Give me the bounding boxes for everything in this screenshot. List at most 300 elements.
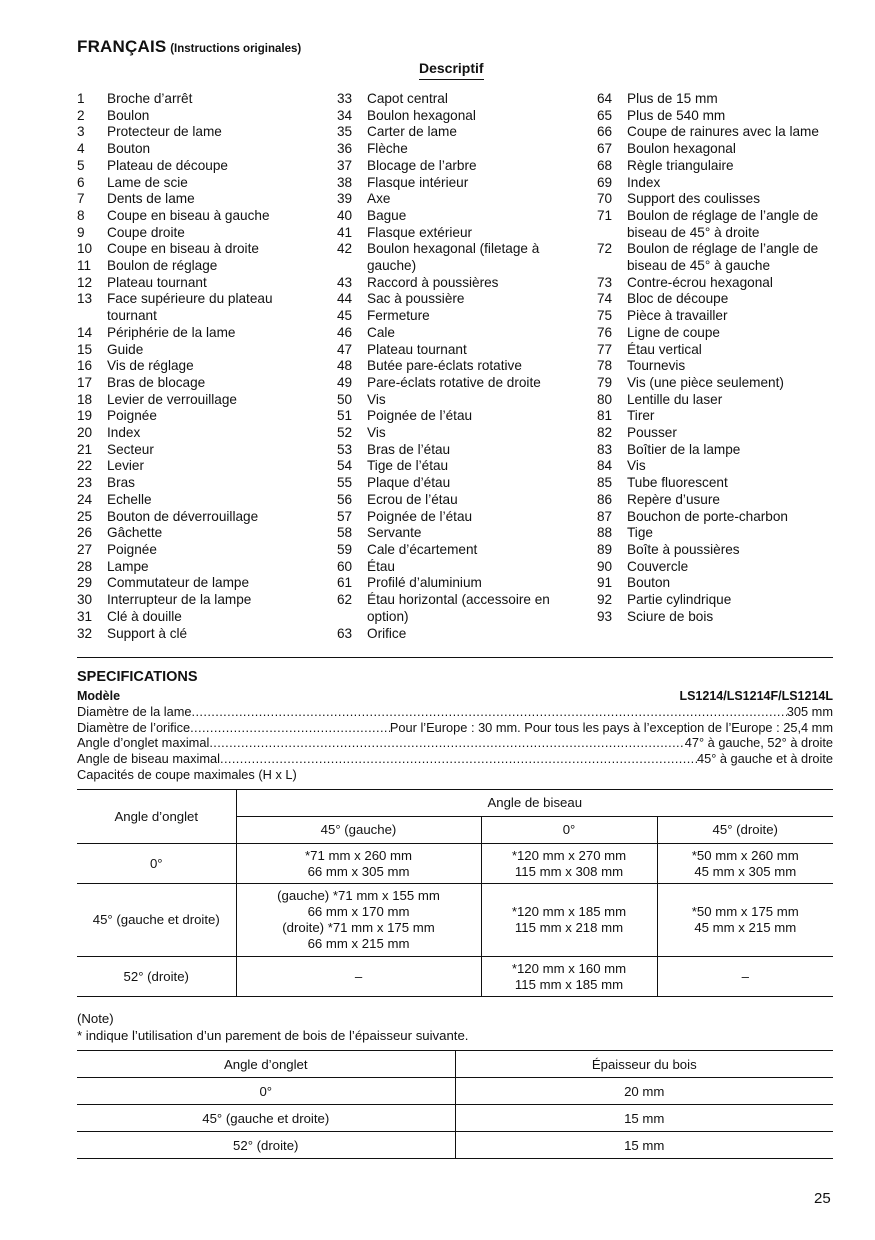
part-item [77,525,312,542]
part-item [337,525,562,542]
part-item [337,575,562,592]
part-number: 20 [77,425,93,441]
capacity-value: 45 mm x 215 mm [694,920,797,935]
part-number: 76 [597,324,613,340]
part-name: Plus de 15 mm [627,91,718,106]
part-item [337,492,562,509]
capacity-value: 66 mm x 215 mm [307,936,410,951]
capacity-cell [481,884,657,957]
part-item [77,592,312,609]
part-name: Coupe de rainures avec la lame [627,124,819,140]
part-name: Boulon de réglage de l’angle de biseau de 45° à droite [627,207,819,240]
part-number: 90 [597,558,613,574]
part-name: Levier de verrouillage [107,391,237,407]
part-item [77,358,312,375]
part-name: Partie cylindrique [627,592,732,608]
part-item [77,458,312,475]
part-number: 72 [597,241,613,257]
wood-header-thickness: Épaisseur du bois [455,1051,833,1078]
capacity-cell [657,957,833,997]
part-item [597,325,837,342]
part-name: Bouton [627,575,671,591]
part-number: 54 [337,458,353,474]
part-item [597,575,837,592]
part-item [77,141,312,158]
part-name: Index [107,425,141,441]
part-item [597,492,837,509]
part-item [77,492,312,509]
part-item [77,291,312,324]
part-name: Boulon hexagonal [627,141,736,157]
part-item [597,408,837,425]
part-name: Boîtier de la lampe [627,441,741,457]
part-name: Plateau de découpe [107,157,228,173]
part-name: Levier [107,458,145,474]
part-item [337,375,562,392]
capacity-cell [236,884,481,957]
part-name: Poignée [107,408,157,424]
part-name: Sciure de bois [627,608,714,624]
part-name: Plateau tournant [107,274,207,290]
part-number: 41 [337,224,353,240]
part-name: Bouchon de porte-charbon [627,508,788,524]
part-name: Axe [367,191,391,207]
capacity-value: 66 mm x 305 mm [307,863,410,879]
part-number: 38 [337,174,353,190]
part-number: 67 [597,141,613,157]
part-number: 60 [337,558,353,574]
spec-lines [77,704,833,783]
part-number: 75 [597,308,613,324]
part-name: Étau vertical [627,341,702,357]
cutting-capacity-table [77,789,833,997]
part-number: 65 [597,107,613,123]
capacity-cell [236,957,481,997]
parts-list-col3 [597,91,837,626]
part-item [597,342,837,359]
capacity-cell [481,957,657,997]
part-name: Pare-éclats rotative de droite [367,374,541,390]
capacity-value: *50 mm x 175 mm [691,904,799,919]
part-item [597,609,837,626]
capacity-row [77,844,833,884]
capacity-row [77,957,833,997]
part-number: 7 [77,191,85,207]
part-number: 52 [337,425,353,441]
part-name: Plus de 540 mm [627,107,726,123]
part-item [77,626,312,643]
part-number: 46 [337,324,353,340]
part-item [597,392,837,409]
part-number: 87 [597,508,613,524]
part-number: 80 [597,391,613,407]
capacity-value: 45 mm x 305 mm [694,863,797,879]
part-item [77,124,312,141]
part-name: Fermeture [367,308,430,324]
part-name: Orifice [367,625,407,641]
part-item [77,108,312,125]
part-number: 55 [337,475,353,491]
part-name: Vis [367,391,386,407]
part-name: Pièce à travailler [627,308,728,324]
part-name: Bague [367,207,407,223]
part-number: 39 [337,191,353,207]
part-number: 59 [337,541,353,557]
part-item [337,91,562,108]
part-number: 53 [337,441,353,457]
part-item [337,191,562,208]
wood-header-angle: Angle d’onglet [77,1051,455,1078]
part-name: Plateau tournant [367,341,467,357]
part-item [77,158,312,175]
part-item [597,291,837,308]
part-name: Tournevis [627,358,686,374]
part-item [337,559,562,576]
wood-row [77,1078,833,1105]
part-number: 43 [337,274,353,290]
part-item [597,542,837,559]
capacity-value: (gauche) *71 mm x 155 mm [277,888,440,903]
part-item [597,158,837,175]
part-name: Interrupteur de la lampe [107,592,252,608]
part-name: Capot central [367,91,448,106]
wood-angle-cell: 0° [77,1078,455,1105]
part-name: Clé à douille [107,608,182,624]
part-name: Commutateur de lampe [107,575,250,591]
part-number: 85 [597,475,613,491]
part-item [337,358,562,375]
part-name: Tirer [627,408,655,424]
part-number: 33 [337,91,353,106]
part-number: 91 [597,575,613,591]
language-title: FRANÇAIS [77,37,167,56]
part-number: 69 [597,174,613,190]
wood-row [77,1105,833,1132]
part-number: 74 [597,291,613,307]
part-name: Broche d’arrêt [107,91,193,106]
part-number: 79 [597,374,613,390]
part-number: 32 [77,625,93,641]
part-number: 28 [77,558,93,574]
part-item [597,475,837,492]
part-number: 40 [337,207,353,223]
part-name: Plaque d’étau [367,475,451,491]
part-number: 24 [77,491,93,507]
part-name: Poignée de l’étau [367,508,473,524]
note-block [77,1011,468,1044]
part-name: Boulon de réglage de l’angle de biseau de 45° à gauche [627,241,819,274]
capacity-value: 66 mm x 170 mm [307,904,410,919]
part-item [77,408,312,425]
part-number: 57 [337,508,353,524]
part-name: Secteur [107,441,154,457]
capacity-value: 115 mm x 185 mm [514,976,624,992]
capacity-cell [236,844,481,884]
part-item [77,275,312,292]
part-item [597,141,837,158]
part-number: 26 [77,525,93,541]
part-item [337,342,562,359]
part-name: Tube fluorescent [627,475,728,491]
part-item [337,442,562,459]
part-number: 68 [597,157,613,173]
part-number: 16 [77,358,93,374]
part-name: Coupe en biseau à gauche [107,207,270,223]
part-item [337,175,562,192]
miter-angle-header: Angle d’onglet [77,790,236,844]
spec-line-blade: Diamètre de la lame ..... 305 mm [77,704,833,720]
part-name: Cale [367,324,395,340]
part-number: 30 [77,592,93,608]
part-number: 47 [337,341,353,357]
capacity-value: – [741,968,749,984]
spec-line-bore: Diamètre de l’orifice ..... Pour l’Europe : 30 mm. Pour tous les pays à l’exception de l’Europe : 25,4 mm [77,720,833,736]
capacity-value: *50 mm x 260 mm [691,847,799,863]
capacity-value: *71 mm x 260 mm [305,847,412,863]
part-number: 70 [597,191,613,207]
part-number: 81 [597,408,613,424]
part-number: 44 [337,291,353,307]
part-item [597,509,837,526]
capacity-value: *120 mm x 270 mm [511,847,627,863]
part-number: 15 [77,341,93,357]
part-number: 51 [337,408,353,424]
page-header [77,37,301,57]
part-name: Lentille du laser [627,391,723,407]
part-name: Vis (une pièce seulement) [627,374,784,390]
part-number: 29 [77,575,93,591]
part-item [77,375,312,392]
bevel-col-header: 0° [481,817,657,844]
part-item [597,425,837,442]
specifications-title: SPECIFICATIONS [77,669,198,685]
part-name: Sac à poussière [367,291,465,307]
part-number: 4 [77,141,85,157]
capacity-row [77,884,833,957]
part-item [597,592,837,609]
language-subtitle: (Instructions originales) [170,43,302,55]
part-item [77,542,312,559]
part-name: Coupe droite [107,224,185,240]
part-item [77,559,312,576]
part-name: Vis de réglage [107,358,194,374]
part-number: 12 [77,274,93,290]
part-number: 92 [597,592,613,608]
part-item [337,275,562,292]
part-item [77,575,312,592]
wood-angle-cell: 52° (droite) [77,1132,455,1159]
part-number: 27 [77,541,93,557]
part-name: Tige de l’étau [367,458,449,474]
part-item [337,158,562,175]
part-name: Couvercle [627,558,689,574]
part-item [337,208,562,225]
capacity-value: (droite) *71 mm x 175 mm [282,920,435,935]
part-item [597,241,837,274]
part-number: 2 [77,107,85,123]
wood-thickness-cell: 15 mm [455,1105,833,1132]
parts-list-col2 [337,91,562,642]
part-number: 3 [77,124,85,140]
part-item [597,124,837,141]
part-item [337,225,562,242]
part-number: 25 [77,508,93,524]
part-number: 86 [597,491,613,507]
part-item [597,525,837,542]
part-item [597,375,837,392]
part-item [77,258,312,275]
part-item [77,442,312,459]
part-item [337,542,562,559]
part-number: 37 [337,157,353,173]
part-number: 93 [597,608,613,624]
part-number: 49 [337,374,353,390]
part-name: Bloc de découpe [627,291,729,307]
part-name: Flasque intérieur [367,174,469,190]
part-name: Bras [107,475,135,491]
part-item [337,108,562,125]
part-item [597,108,837,125]
capacity-value: 115 mm x 308 mm [514,863,624,879]
part-name: Boulon hexagonal (filetage à gauche) [367,241,540,274]
part-name: Dents de lame [107,191,195,207]
part-item [77,241,312,258]
part-number: 36 [337,141,353,157]
part-number: 89 [597,541,613,557]
part-number: 11 [77,258,92,274]
part-number: 34 [337,107,353,123]
part-item [77,425,312,442]
part-name: Vis [627,458,646,474]
part-name: Étau horizontal (accessoire en option) [367,592,550,624]
part-number: 42 [337,241,353,257]
part-name: Lame de scie [107,174,188,190]
part-item [597,358,837,375]
part-item [77,342,312,359]
part-name: Poignée de l’étau [367,408,473,424]
part-item [597,91,837,108]
note-label: (Note) [77,1011,114,1026]
part-item [337,141,562,158]
part-name: Boulon hexagonal [367,107,476,123]
part-name: Poignée [107,541,157,557]
descriptif-title: Descriptif [419,60,484,80]
part-name: Flèche [367,141,408,157]
capacities-label: Capacités de coupe maximales (H x L) [77,766,297,782]
part-name: Servante [367,525,422,541]
part-number: 66 [597,124,613,140]
part-number: 18 [77,391,93,407]
part-item [77,175,312,192]
part-number: 48 [337,358,353,374]
note-text: * indique l’utilisation d’un parement de bois de l’épaisseur suivante. [77,1027,469,1043]
part-item [597,208,837,241]
part-name: Cale d’écartement [367,541,478,557]
spec-line-miter: Angle d’onglet maximal ..... 47° à gauche, 52° à droite [77,735,833,751]
part-number: 58 [337,525,353,541]
part-name: Repère d’usure [627,491,720,507]
part-name: Flasque extérieur [367,224,473,240]
part-number: 50 [337,391,353,407]
model-row [77,689,833,703]
part-number: 61 [337,575,353,591]
part-item [337,408,562,425]
part-name: Protecteur de lame [107,124,222,140]
part-number: 17 [77,374,93,390]
part-name: Support à clé [107,625,188,641]
part-number: 31 [77,608,93,624]
part-number: 63 [337,625,353,641]
part-item [77,191,312,208]
part-name: Carter de lame [367,124,457,140]
part-number: 6 [77,174,85,190]
parts-list-col1 [77,91,312,642]
part-number: 88 [597,525,613,541]
part-number: 77 [597,341,613,357]
part-number: 64 [597,91,613,106]
part-item [337,291,562,308]
part-number: 35 [337,124,353,140]
part-number: 78 [597,358,613,374]
part-name: Bouton de déverrouillage [107,508,259,524]
part-number: 22 [77,458,93,474]
bevel-col-header: 45° (gauche) [236,817,481,844]
part-item [597,559,837,576]
part-name: Ecrou de l’étau [367,491,458,507]
part-name: Profilé d’aluminium [367,575,482,591]
part-name: Vis [367,425,386,441]
capacity-cell [657,884,833,957]
part-name: Raccord à poussières [367,274,499,290]
part-name: Face supérieure du plateau tournant [107,291,273,324]
part-name: Boîte à poussières [627,541,740,557]
part-name: Boulon de réglage [107,258,218,274]
part-item [77,325,312,342]
part-item [597,442,837,459]
part-name: Bouton [107,141,151,157]
part-number: 19 [77,408,93,424]
part-name: Bras de blocage [107,374,206,390]
part-number: 62 [337,592,353,608]
part-number: 82 [597,425,613,441]
spec-line-bevel: Angle de biseau maximal ..... 45° à gauche et à droite [77,751,833,767]
part-number: 73 [597,274,613,290]
part-item [77,609,312,626]
part-item [597,275,837,292]
part-name: Echelle [107,491,152,507]
part-item [77,392,312,409]
part-name: Boulon [107,107,150,123]
part-number: 5 [77,157,85,173]
part-item [77,225,312,242]
capacity-value: 115 mm x 218 mm [514,920,624,935]
part-name: Règle triangulaire [627,157,734,173]
part-name: Guide [107,341,144,357]
capacity-value: *120 mm x 185 mm [511,904,627,919]
miter-angle-cell: 52° (droite) [77,957,236,997]
part-name: Périphérie de la lame [107,324,236,340]
part-number: 10 [77,241,93,257]
part-number: 14 [77,324,93,340]
wood-angle-cell: 45° (gauche et droite) [77,1105,455,1132]
part-name: Ligne de coupe [627,324,720,340]
part-name: Étau [367,558,395,574]
part-name: Tige [627,525,653,541]
part-item [337,124,562,141]
part-item [337,475,562,492]
part-name: Contre-écrou hexagonal [627,274,773,290]
part-number: 71 [597,207,613,223]
